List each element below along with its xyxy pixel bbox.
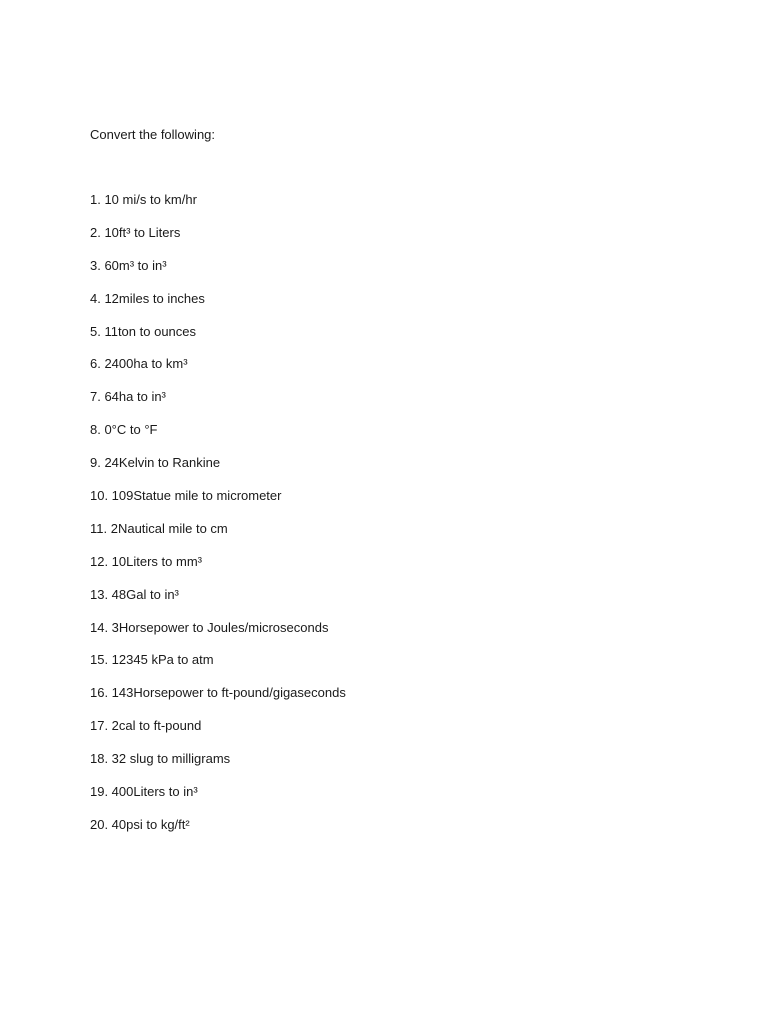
list-item: 12. 10Liters to mm³ [90,553,202,569]
document-heading: Convert the following: [90,127,216,142]
list-item: 20. 40psi to kg/ft² [90,816,190,832]
list-item: 9. 24Kelvin to Rankine [90,455,221,471]
list-item: 4. 12miles to inches [90,290,205,306]
list-item: 17. 2cal to ft-pound [90,718,202,734]
list-item: 15. 12345 kPa to atm [90,652,214,668]
list-item: 6. 2400ha to km³ [90,356,188,372]
list-item: 14. 3Horsepower to Joules/microseconds [90,619,329,635]
list-item: 13. 48Gal to in³ [90,586,179,602]
list-item: 19. 400Liters to in³ [90,784,198,800]
list-item: 1. 10 mi/s to km/hr [90,192,197,207]
list-item: 3. 60m³ to in³ [90,257,167,273]
list-item: 2. 10ft³ to Liters [90,224,181,240]
list-item: 18. 32 slug to milligrams [90,751,231,767]
list-item: 10. 109Statue mile to micrometer [90,488,282,504]
list-item: 11. 2Nautical mile to cm [90,520,228,536]
list-item: 7. 64ha to in³ [90,389,166,405]
list-item: 16. 143Horsepower to ft-pound/gigaseconds [90,685,346,701]
list-item: 8. 0°C to °F [90,422,158,438]
conversion-list [90,191,346,849]
list-item: 5. 11ton to ounces [90,323,197,339]
